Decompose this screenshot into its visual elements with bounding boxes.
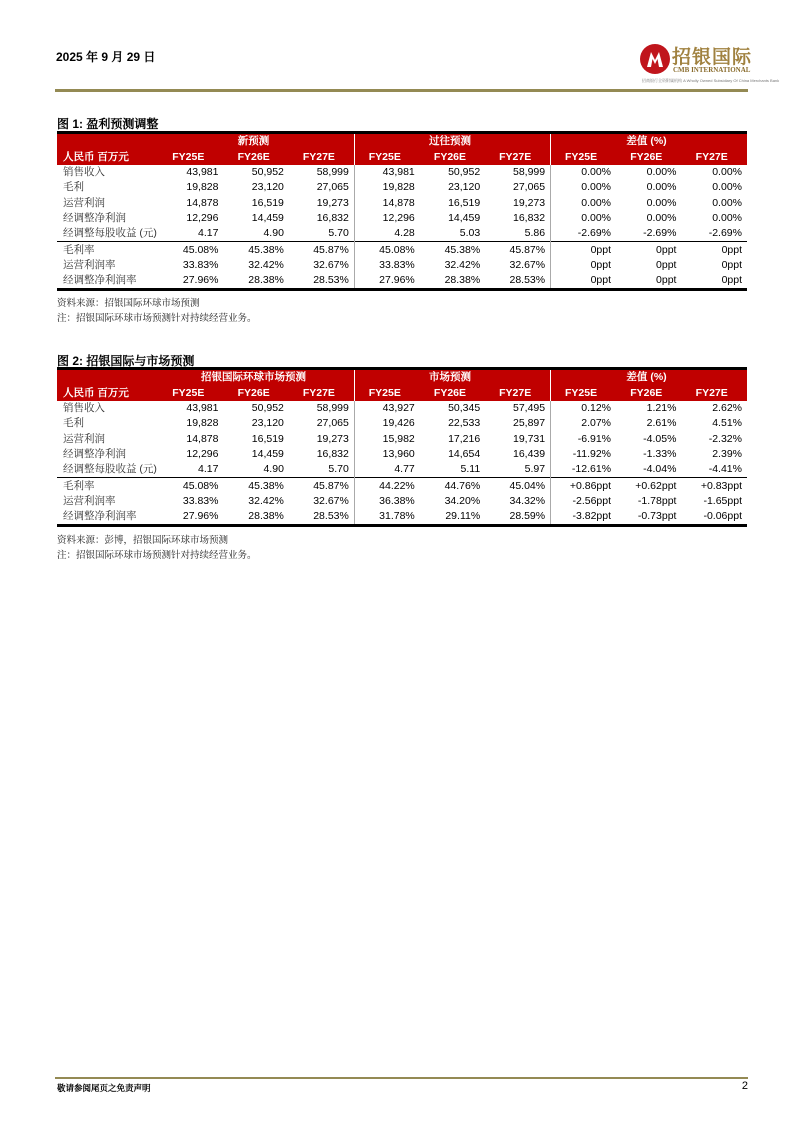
table-cell: 0.00% xyxy=(712,212,742,225)
table-row xyxy=(57,494,747,509)
row-label: 毛利率 xyxy=(57,478,158,494)
table-cell: 27,065 xyxy=(512,181,546,194)
table-cell: 12,296 xyxy=(186,212,219,225)
table-cell: 19,273 xyxy=(316,196,349,209)
table-cell: 14,459 xyxy=(251,212,284,225)
unit-label: 人民币 百万元 xyxy=(57,150,158,166)
row-label: 毛利 xyxy=(63,181,84,194)
table-cell: 0.00% xyxy=(646,166,677,179)
table-cell: 14,878 xyxy=(186,432,219,445)
footer-rule xyxy=(55,1077,748,1079)
table-cell: 32.67% xyxy=(313,258,349,271)
table-cell: 5.97 xyxy=(524,463,546,476)
row-label: 经调整净利润率 xyxy=(57,509,158,526)
table-cell: 27.96% xyxy=(158,509,223,526)
table-cell: 2.61% xyxy=(646,417,677,430)
column-group-header: 新预测 xyxy=(158,133,354,150)
table-cell: 43,981 xyxy=(186,402,219,415)
table-cell: 45.08% xyxy=(158,242,223,258)
row-label: 销售收入 xyxy=(63,166,105,179)
table-cell: 0.00% xyxy=(712,181,742,194)
table-cell: 19,426 xyxy=(354,416,419,431)
table-cell: 36.38% xyxy=(354,494,419,509)
figure1-note: 注：招银国际环球市场预测针对持续经营业务。 xyxy=(57,313,257,324)
table-cell: 27.96% xyxy=(354,273,419,290)
table-cell: 0.00% xyxy=(551,180,616,195)
table-cell: -2.69% xyxy=(643,227,677,240)
table-cell: -2.69% xyxy=(551,226,616,242)
table-cell: 2.62% xyxy=(712,402,742,415)
table-row xyxy=(57,165,747,180)
table-cell: 31.78% xyxy=(354,509,419,526)
table-cell: 27.96% xyxy=(158,273,223,290)
table-cell: 0.12% xyxy=(551,401,616,416)
table-cell: 0.00% xyxy=(551,196,616,211)
table-cell: -4.41% xyxy=(708,463,742,476)
table-cell: 45.87% xyxy=(485,242,550,258)
table-cell: -1.33% xyxy=(643,448,677,461)
table-row xyxy=(57,432,747,447)
table-cell: 16,439 xyxy=(512,448,546,461)
table-cell: 5.03 xyxy=(459,227,481,240)
table-cell: 23,120 xyxy=(448,181,481,194)
column-header: FY26E xyxy=(223,150,288,166)
table-cell: 13,960 xyxy=(354,447,419,462)
table-cell: 5.11 xyxy=(460,463,481,476)
column-header: FY27E xyxy=(289,150,354,166)
table-cell: 28.38% xyxy=(223,509,288,526)
column-header: FY26E xyxy=(420,386,485,402)
table-cell: 45.38% xyxy=(420,242,485,258)
table-row xyxy=(57,196,747,211)
table-cell: 45.87% xyxy=(289,242,354,258)
table-cell: 15,982 xyxy=(354,432,419,447)
table-cell: 0ppt xyxy=(681,273,747,290)
table-cell: -0.73ppt xyxy=(616,509,681,526)
table-cell: 29.11% xyxy=(420,509,485,526)
table-cell: 4.28 xyxy=(354,226,419,242)
table-cell: 19,828 xyxy=(186,417,219,430)
table-cell: 0ppt xyxy=(721,258,742,271)
column-header: FY27E xyxy=(289,386,354,402)
table-cell: 58,999 xyxy=(316,166,349,179)
table-row xyxy=(57,509,747,526)
row-label: 经调整净利润率 xyxy=(57,273,158,290)
table-cell: 4.17 xyxy=(198,227,219,240)
cmb-international-logo xyxy=(640,44,780,92)
table-row xyxy=(57,447,747,462)
table-cell: 28.53% xyxy=(289,273,354,290)
table-cell: -4.04% xyxy=(643,463,677,476)
column-group-header: 过往预测 xyxy=(354,133,550,150)
table-cell: 32.42% xyxy=(248,258,284,271)
table-cell: 19,731 xyxy=(512,432,546,445)
table-cell: +0.62ppt xyxy=(616,478,681,494)
table-cell: 19,273 xyxy=(316,432,349,445)
table-cell: 43,981 xyxy=(186,166,219,179)
table-cell: 32.42% xyxy=(248,494,284,507)
table-row xyxy=(57,242,747,258)
row-label: 销售收入 xyxy=(63,402,105,415)
row-label: 运营利润率 xyxy=(63,258,116,271)
table-cell: 4.17 xyxy=(198,463,219,476)
table-cell: 16,832 xyxy=(316,448,349,461)
table-cell: 33.83% xyxy=(182,258,219,271)
logo-text-en: CMB INTERNATIONAL xyxy=(673,66,751,74)
figure1-source: 资料来源：招银国际环球市场预测 xyxy=(57,298,200,309)
table-cell: 2.39% xyxy=(712,448,742,461)
table-cell: 23,120 xyxy=(251,417,284,430)
table-cell: 4.51% xyxy=(712,417,742,430)
table-cell: 34.20% xyxy=(444,494,481,507)
table-cell: 43,981 xyxy=(354,165,419,180)
table-cell: 32.67% xyxy=(509,258,546,271)
header-blank xyxy=(57,133,158,150)
table-cell: 58,999 xyxy=(512,166,546,179)
logo-text-cn: 招银国际 xyxy=(672,46,753,68)
table-cell: 44.76% xyxy=(420,478,485,494)
column-group-header: 差值 (%) xyxy=(551,133,747,150)
table-cell: 19,273 xyxy=(512,196,546,209)
table-cell: -0.06ppt xyxy=(681,509,747,526)
table-cell: 28.53% xyxy=(289,509,354,526)
column-header: FY26E xyxy=(223,386,288,402)
table-cell: +0.83ppt xyxy=(681,478,747,494)
table-cell: -6.91% xyxy=(551,432,616,447)
row-label: 运营利润 xyxy=(63,432,105,445)
figure1-title: 图 1: 盈利预测调整 xyxy=(57,117,159,131)
column-header: FY26E xyxy=(616,386,681,402)
table-cell: -2.56ppt xyxy=(551,494,616,509)
table-cell: 0ppt xyxy=(616,273,681,290)
table-cell: 22,533 xyxy=(448,417,481,430)
table-cell: 27,065 xyxy=(316,181,349,194)
row-label: 运营利润率 xyxy=(63,494,116,507)
row-label: 运营利润 xyxy=(63,196,105,209)
table-row xyxy=(57,273,747,290)
table-cell: 0.00% xyxy=(712,196,742,209)
row-label: 毛利 xyxy=(63,417,84,430)
table-cell: 0ppt xyxy=(681,242,747,258)
column-header: FY27E xyxy=(681,386,747,402)
table-cell: 4.77 xyxy=(354,462,419,478)
table-cell: -11.92% xyxy=(551,447,616,462)
table-cell: 4.90 xyxy=(263,227,284,240)
table-cell: 0.00% xyxy=(551,165,616,180)
table-cell: 14,654 xyxy=(448,448,481,461)
table-cell: 23,120 xyxy=(251,181,284,194)
table-cell: 28.38% xyxy=(223,273,288,290)
table-row xyxy=(57,401,747,416)
row-label: 经调整净利润 xyxy=(63,448,126,461)
column-header: FY25E xyxy=(354,386,419,402)
table-cell: 14,459 xyxy=(251,448,284,461)
table-cell: -12.61% xyxy=(551,462,616,478)
table-cell: 50,952 xyxy=(251,166,284,179)
table-cell: 34.32% xyxy=(509,494,546,507)
unit-label: 人民币 百万元 xyxy=(57,386,158,402)
figure2-table xyxy=(57,367,747,527)
table-row xyxy=(57,226,747,242)
table-cell: 14,878 xyxy=(354,196,419,211)
table-cell: 5.70 xyxy=(328,463,349,476)
table-cell: -1.78ppt xyxy=(637,494,677,507)
table-cell: 0.00% xyxy=(646,181,677,194)
table-cell: 16,832 xyxy=(316,212,349,225)
table-cell: 45.08% xyxy=(158,478,223,494)
column-header: FY25E xyxy=(551,150,616,166)
table-cell: 45.38% xyxy=(223,478,288,494)
column-group-header: 差值 (%) xyxy=(551,369,747,386)
table-cell: 0ppt xyxy=(656,258,677,271)
table-row xyxy=(57,478,747,494)
table-cell: -2.69% xyxy=(708,227,742,240)
table-cell: 1.21% xyxy=(646,402,677,415)
table-cell: 4.90 xyxy=(263,463,284,476)
table-cell: 0ppt xyxy=(551,258,616,273)
table-cell: -1.65ppt xyxy=(703,494,742,507)
table-cell: 0.00% xyxy=(551,211,616,226)
table-row xyxy=(57,462,747,478)
table-cell: 0ppt xyxy=(616,242,681,258)
figure1-table xyxy=(57,131,747,291)
column-header: FY27E xyxy=(485,386,550,402)
table-cell: 14,459 xyxy=(448,212,481,225)
table-cell: 16,832 xyxy=(512,212,546,225)
table-cell: 50,345 xyxy=(448,402,481,415)
table-cell: 32.42% xyxy=(444,258,481,271)
table-cell: 45.04% xyxy=(485,478,550,494)
table-cell: 27,065 xyxy=(316,417,349,430)
table-cell: -2.32% xyxy=(708,432,742,445)
table-cell: 0.00% xyxy=(646,212,677,225)
table-row xyxy=(57,258,747,273)
table-cell: 17,216 xyxy=(448,432,481,445)
figure2-title: 图 2: 招银国际与市场预测 xyxy=(57,354,195,368)
table-cell: 28.38% xyxy=(420,273,485,290)
table-cell: 16,519 xyxy=(251,432,284,445)
page-number: 2 xyxy=(741,1080,748,1092)
report-date: 2025 年 9 月 29 日 xyxy=(56,50,156,64)
table-cell: 25,897 xyxy=(512,417,546,430)
table-cell: 19,828 xyxy=(354,180,419,195)
figure2-source: 资料来源：彭博，招银国际环球市场预测 xyxy=(57,535,229,546)
table-cell: 19,828 xyxy=(186,181,219,194)
column-header: FY25E xyxy=(354,150,419,166)
header-rule xyxy=(55,89,748,92)
table-cell: 45.08% xyxy=(354,242,419,258)
disclaimer-note: 敬请参阅尾页之免责声明 xyxy=(57,1083,151,1093)
column-header: FY25E xyxy=(551,386,616,402)
logo-emblem-icon xyxy=(640,44,670,74)
logo-subtitle: 招商银行全资附属机构 A Wholly Owned Subsidiary Of China Merchants Bank xyxy=(642,78,780,83)
table-cell: -4.05% xyxy=(643,432,677,445)
table-row xyxy=(57,416,747,431)
row-label: 毛利率 xyxy=(57,242,158,258)
table-cell: 16,519 xyxy=(448,196,481,209)
table-cell: 58,999 xyxy=(316,402,349,415)
table-cell: -3.82ppt xyxy=(551,509,616,526)
table-cell: 16,519 xyxy=(251,196,284,209)
table-cell: 5.70 xyxy=(328,227,349,240)
table-cell: 12,296 xyxy=(354,211,419,226)
table-cell: 2.07% xyxy=(551,416,616,431)
table-cell: 45.38% xyxy=(223,242,288,258)
column-header: FY27E xyxy=(485,150,550,166)
table-cell: 33.83% xyxy=(182,494,219,507)
row-label: 经调整每股收益 (元) xyxy=(63,463,157,476)
row-label: 经调整净利润 xyxy=(63,212,126,225)
table-cell: 0.00% xyxy=(712,166,742,179)
table-cell: 28.53% xyxy=(485,273,550,290)
table-cell: 57,495 xyxy=(512,402,546,415)
column-group-header: 市场预测 xyxy=(354,369,550,386)
table-cell: 14,878 xyxy=(186,196,219,209)
row-label: 经调整每股收益 (元) xyxy=(63,227,157,240)
table-cell: 50,952 xyxy=(251,402,284,415)
column-header: FY26E xyxy=(616,150,681,166)
column-header: FY27E xyxy=(681,150,747,166)
table-row xyxy=(57,211,747,226)
table-cell: 33.83% xyxy=(354,258,419,273)
table-cell: 0ppt xyxy=(551,242,616,258)
table-cell: 43,927 xyxy=(354,401,419,416)
table-cell: 45.87% xyxy=(289,478,354,494)
column-group-header: 招银国际环球市场预测 xyxy=(158,369,354,386)
header-blank xyxy=(57,369,158,386)
table-cell: 0.00% xyxy=(646,196,677,209)
table-cell: 28.59% xyxy=(485,509,550,526)
column-header: FY25E xyxy=(158,150,223,166)
figure2-note: 注：招银国际环球市场预测针对持续经营业务。 xyxy=(57,550,257,561)
table-row xyxy=(57,180,747,195)
table-cell: 32.67% xyxy=(313,494,349,507)
table-cell: 50,952 xyxy=(448,166,481,179)
table-cell: 44.22% xyxy=(354,478,419,494)
table-cell: 0ppt xyxy=(551,273,616,290)
table-cell: 12,296 xyxy=(186,448,219,461)
table-cell: +0.86ppt xyxy=(551,478,616,494)
column-header: FY25E xyxy=(158,386,223,402)
table-cell: 5.86 xyxy=(524,227,546,240)
column-header: FY26E xyxy=(420,150,485,166)
